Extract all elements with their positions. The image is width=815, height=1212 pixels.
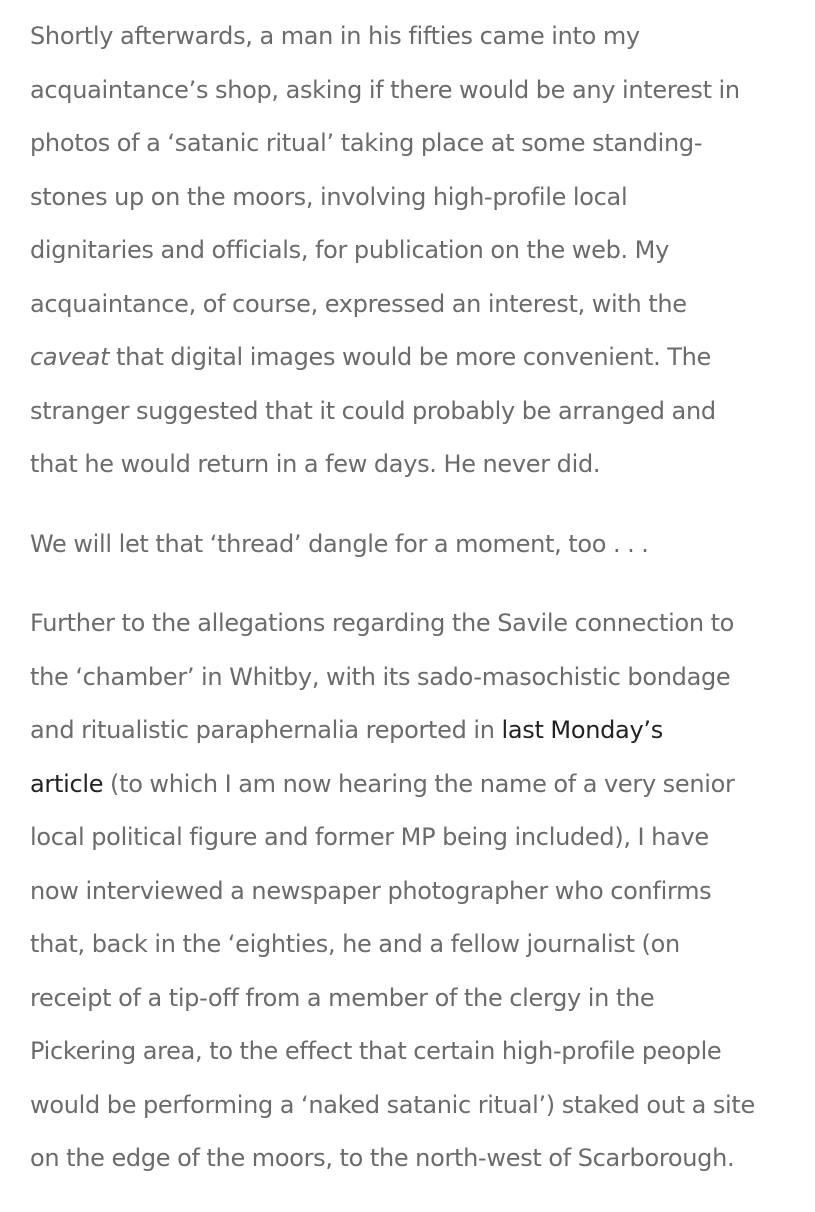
paragraph-3 [30,597,805,1186]
italic-word: caveat [30,343,110,371]
text-line: photos of a ‘satanic ritual’ taking place at some standing- [30,129,703,157]
text-line: acquaintance, of course, expressed an interest, with the [30,289,687,318]
paragraph-2 [30,518,805,572]
text-line: on the edge of the moors, to the north-west of Scarborough. [30,1144,735,1172]
text-fragment: (to which I am now hearing the name of a very senior [103,769,735,798]
text-fragment: and ritualistic paraphernalia reported in [30,716,502,744]
text-line: acquaintance’s shop, asking if there would be any interest in [30,75,740,104]
article-body [30,10,805,1212]
text-line: local political figure and former MP being included), I have [30,823,709,851]
text-line: Further to the allegations regarding the Savile connection to [30,609,735,637]
text-line: receipt of a tip-off from a member of the clergy in the [30,983,655,1012]
text-line: that, back in the ‘eighties, he and a fellow journalist (on [30,930,680,958]
text-line: now interviewed a newspaper photographer who confirms [30,876,712,905]
text-line: stones up on the moors, involving high-profile local [30,182,628,211]
text-fragment: that digital images would be more convenient. The [109,343,712,371]
text-line: that he would return in a few days. He never did. [30,450,601,478]
last-monday-article-link-continued[interactable]: article [30,769,104,798]
text-line: would be performing a ‘naked satanic ritual’) staked out a site [30,1090,755,1119]
text-line: We will let that ‘thread’ dangle for a moment, too . . . [30,529,649,558]
text-line [30,331,805,385]
text-line: stranger suggested that it could probably be arranged and [30,396,716,425]
text-line: Pickering area, to the effect that certain high-profile people [30,1037,722,1065]
last-monday-article-link[interactable]: last Monday’s [501,716,663,744]
paragraph-1 [30,10,805,492]
text-line: Shortly afterwards, a man in his fifties came into my [30,22,640,50]
text-line: dignitaries and officials, for publication on the web. My [30,236,669,264]
text-line [30,758,805,812]
text-line [30,704,805,758]
text-line: the ‘chamber’ in Whitby, with its sado-masochistic bondage [30,662,731,691]
